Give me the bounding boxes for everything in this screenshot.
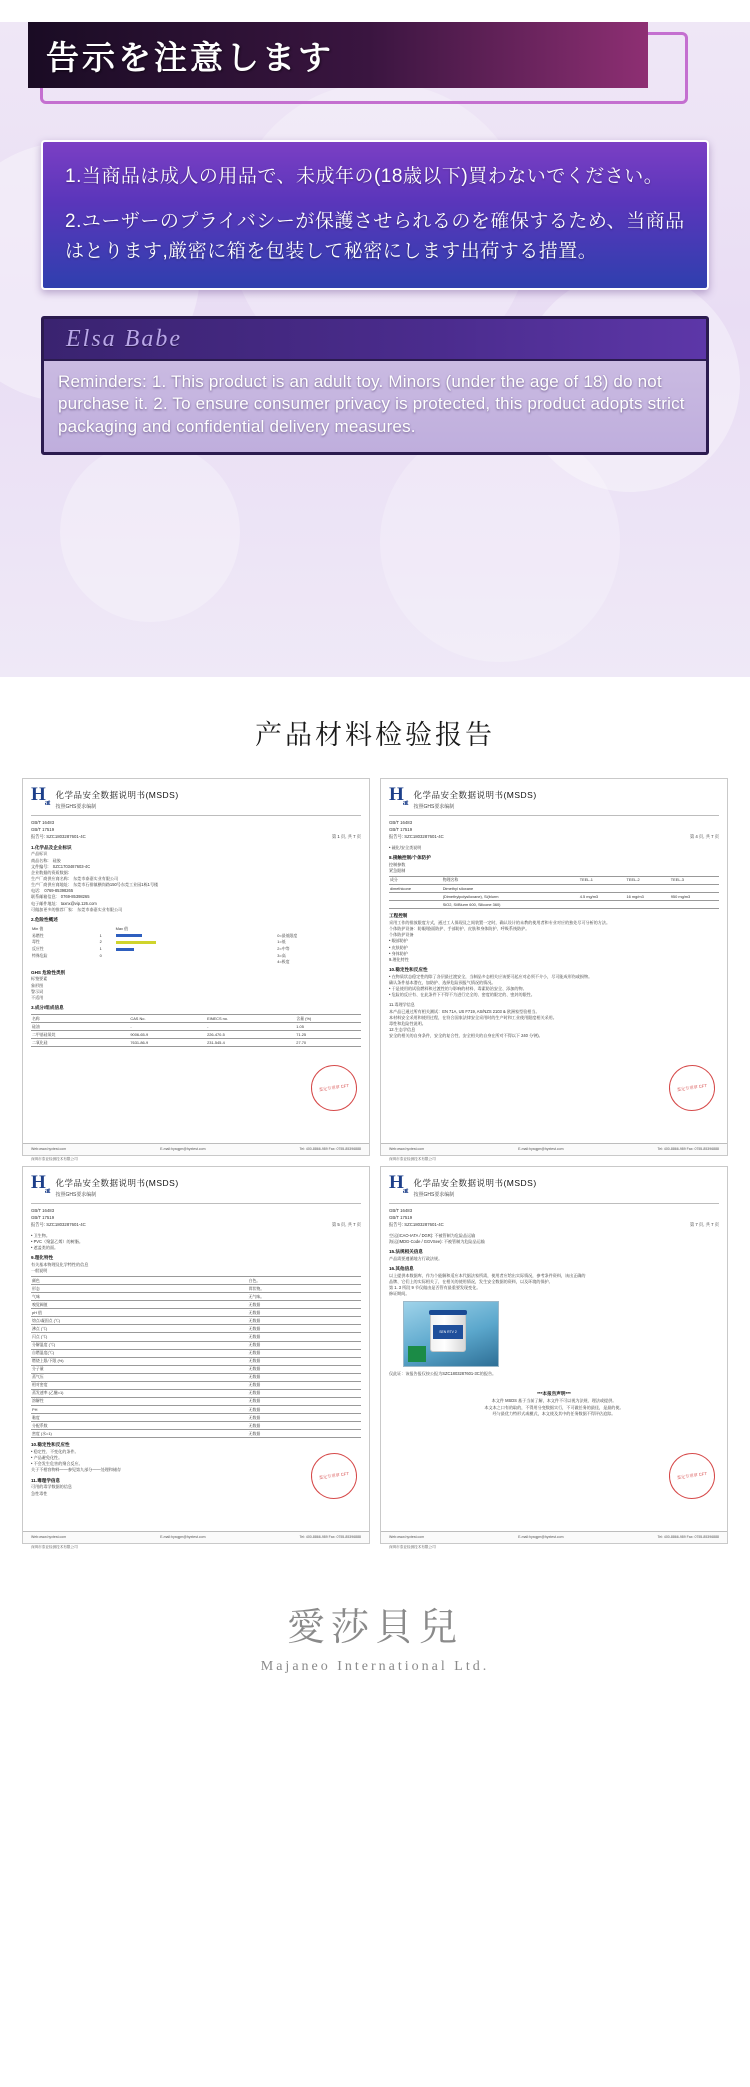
standard-1: GB/T 16483 bbox=[31, 1208, 55, 1214]
section-composition bbox=[31, 1005, 361, 1047]
table-row: (Dimethylpolysiloxane), Si(blurm 4.5 mg/m3 16 mg/m3 950 mg/m3 bbox=[389, 892, 719, 900]
footer-brand bbox=[0, 1554, 750, 1721]
table-row: pH 值 无数据 bbox=[31, 1309, 361, 1317]
product-label: SEN RTV 2 bbox=[433, 1325, 463, 1339]
english-notice-box bbox=[41, 316, 709, 454]
section-heading: 11.毒理学信息 bbox=[31, 1477, 61, 1483]
footer-email: E-mail:hyxqgm@hyxtest.com bbox=[518, 1534, 564, 1539]
sheet-meta bbox=[389, 820, 719, 840]
footer-phone: Tel: 400-8866-989 Fax: 0755-85396888 bbox=[657, 1146, 719, 1151]
sheet-footer bbox=[23, 1143, 369, 1155]
report-number: 报告号: SZC1803287601-4C bbox=[389, 834, 444, 840]
brand-name: Elsa Babe bbox=[66, 325, 182, 352]
sheet-footer bbox=[381, 1143, 727, 1155]
section-regulations: 15.法规相关信息 产品需要遵循地方行政法规。 bbox=[389, 1249, 719, 1262]
table-row: dimethicone Dimethyl siloxane bbox=[389, 884, 719, 892]
teel-table: 成分 物理名称 TEEL-1 TEEL-2 TEEL-3 dimethicone Dimethyl siloxane (Dimethylpolysiloxane), Si(blurm 4.5 mg/m3 16 mg/m3 950 mg/m3 SiO2, Si/Blurm 600, Silicone 360) bbox=[389, 876, 719, 909]
msds-sheet bbox=[380, 778, 728, 1161]
section-heading: 15.法规相关信息 bbox=[389, 1248, 423, 1254]
table-row: 溶解性 无数据 bbox=[31, 1397, 361, 1405]
standard-2: GB/T 17519 bbox=[389, 827, 413, 833]
page-number: 第 5 页, 共 7 页 bbox=[331, 1222, 361, 1228]
section-heading: 工程控制 bbox=[389, 913, 408, 919]
sheet-header bbox=[389, 1173, 719, 1204]
table-row: PH 无数据 bbox=[31, 1405, 361, 1413]
msds-sheet bbox=[22, 1166, 370, 1549]
brand-band bbox=[44, 319, 706, 361]
hazard-rating-table: Min 值 Max 值 易燃性 1 0=最低限度 毒性 2 1=低 反应性 1 2=中等 特殊危险 0 3=高 4=极度 bbox=[32, 926, 298, 965]
section-stability: 10.稳定性和反应性 • 稳定性、不变化的条件。 • 产品避免化性。 • 不会发生危害的聚合反应。 关于不相容物料——参见第九部分——处理和储存 bbox=[31, 1442, 361, 1473]
table-row: 密度 (水=1) 无数据 bbox=[31, 1430, 361, 1438]
report-number: 报告号: SZC1803287601-4C bbox=[31, 1222, 86, 1228]
sheet-meta bbox=[31, 820, 361, 840]
certification-seal: 鉴定专用章 CFT bbox=[308, 1062, 360, 1114]
page-root bbox=[0, 22, 750, 1721]
table-row: 嗅觉阈值 无数据 bbox=[31, 1301, 361, 1309]
section-engineering-controls: 工程控制 采用工作的排放限度方式，通过工人保现及之间装置一定时，确认设计的未教的使用者和专业对应的独处尽可分析的方法。 个体防护设备：防眼/脸面防护、手部防护、皮肤和身体防护、呼吸系统防护。 个体防护设备 • 眼部防护 • 皮肤防护 • 身体防护 9.理化特性 bbox=[389, 913, 719, 963]
composition-table: 名称 CAS No. EINECS no. 含量 (%) 硅油 - - 1.05 二甲基硅氧烷 9006-65-9 226-470-5 71.25 二氧化硅 7631-86-9 231-545-4 27.70 bbox=[31, 1014, 361, 1047]
page-title: 告示を注意します bbox=[46, 38, 334, 76]
section-heading: 10.稳定性和反应性 bbox=[31, 1442, 70, 1448]
decorative-blob bbox=[60, 442, 240, 622]
standard-2: GB/T 17519 bbox=[31, 1215, 55, 1221]
sheet-meta bbox=[31, 1208, 361, 1228]
company-logo-icon: $H_{at}$ bbox=[31, 784, 50, 807]
section-ghs: GHS 危险性类别 标签要素 象形图 警示词 不适用 bbox=[31, 970, 361, 1001]
section-heading: 16.其他信息 bbox=[389, 1265, 414, 1271]
table-row: 燃烧上限/下限 (%) 无数据 bbox=[31, 1357, 361, 1365]
section-transport: 空运(ICAO-IATA / DGR): 不被管制为危险品运输 海运(IMDG-Code / GGVSee): 不被管制为危险品运输 bbox=[389, 1232, 485, 1244]
section-heading: 9.理化特性 bbox=[31, 1254, 54, 1260]
sheet-subtitle: 按照GHS要求编制 bbox=[413, 803, 455, 810]
footer-email: E-mail:hyxqgm@hyxtest.com bbox=[160, 1534, 206, 1539]
product-container-icon bbox=[430, 1312, 466, 1352]
sheet-subtitle: 按照GHS要求编制 bbox=[55, 803, 97, 810]
footer-email: E-mail:hyxqgm@hyxtest.com bbox=[160, 1146, 206, 1151]
sheet-footer bbox=[381, 1531, 727, 1543]
report-section bbox=[0, 677, 750, 1554]
section-hazards bbox=[31, 917, 361, 966]
certification-seal: 鉴定专用章 CFT bbox=[666, 1062, 718, 1114]
standard-1: GB/T 16483 bbox=[389, 1208, 413, 1214]
table-row: 分配系数 无数据 bbox=[31, 1422, 361, 1430]
notice-title-bar bbox=[28, 22, 648, 88]
sheet-address: 深圳市泰亚检测技术有限公司 bbox=[31, 1157, 78, 1161]
table-row: 熔点/凝固点 (℃) 无数据 bbox=[31, 1317, 361, 1325]
table-row: 形态 膏状物。 bbox=[31, 1285, 361, 1293]
company-logo-icon: $H_{at}$ bbox=[389, 1172, 408, 1195]
footer-url: Web:www.hyxtest.com bbox=[389, 1146, 425, 1151]
footer-phone: Tel: 400-8866-989 Fax: 0755-85396888 bbox=[299, 1146, 361, 1151]
sheet-title: 化学品安全数据说明书(MSDS) bbox=[55, 790, 179, 800]
english-notice-text: Reminders: 1. This product is an adult toy. Minors (under the age of 18) do not purchase it. 2. To ensure consumer privacy is protected, this product adopts strict packaging and confidential delivery measures. bbox=[58, 372, 685, 436]
footer-url: Web:www.hyxtest.com bbox=[389, 1534, 425, 1539]
english-notice-text-wrap bbox=[44, 361, 706, 451]
section-physical-properties: 9.理化特性 有关基本物理及化学特性的信息 一般说明 颜色 白色。 形态 膏状物。 气味 无气味。 嗅觉阈值 无数据 pH 值 无数据 熔点/凝固点 (℃) 无数据 沸点 (℃) 无数据 闪点 (℃) 无数据 分解温度 (℃) 无数据 自燃温度(℃) 无数据 燃烧上限/下限 (%) 无数据 分子量 无数据 蒸气压 无数据 相对密度 无数据 蒸发速率 (乙醚=1) 无数据 溶解性 无数据 PH 无数据 黏度 无数据 分配系数 无数据 密度 (水=1) 无数据 bbox=[31, 1255, 361, 1438]
sheet-footer bbox=[23, 1531, 369, 1543]
sheet-title: 化学品安全数据说明书(MSDS) bbox=[55, 1178, 179, 1188]
sheet-header bbox=[31, 785, 361, 816]
company-logo-icon: $H_{at}$ bbox=[31, 1172, 50, 1195]
physical-properties-table bbox=[31, 1276, 361, 1438]
section-notice: 仅此证：该报告报仅按公报为SZC1803287601-3C的报告。 bbox=[389, 1371, 497, 1377]
footer-url: Web:www.hyxtest.com bbox=[31, 1146, 67, 1151]
sheet-address: 深圳市泰亚检测技术有限公司 bbox=[389, 1545, 436, 1549]
section-heading: 10.稳定性和反应性 bbox=[389, 966, 428, 972]
table-row: 二甲基硅氧烷 9006-65-9 226-470-5 71.25 bbox=[31, 1031, 361, 1039]
msds-sheet-grid bbox=[22, 778, 728, 1549]
page-number: 第 4 页, 共 7 页 bbox=[689, 834, 719, 840]
japanese-notice-box bbox=[41, 140, 709, 290]
report-title: 产品材料检验报告 bbox=[255, 720, 495, 750]
notice-item-2: 2.ユーザーのプライバシーが保護させられるのを確保するため、当商品はとります,厳密に箱を包装して秘密にします出荷する措置。 bbox=[65, 211, 685, 262]
table-row: 闪点 (℃) 无数据 bbox=[31, 1333, 361, 1341]
section-heading: GHS 危险性类别 bbox=[31, 969, 66, 975]
sheet-meta bbox=[389, 1208, 719, 1228]
section-toxicology: 11.毒理学信息 本产品已通过所有相关测试：EN 71A, US F719, AS/NZS 2103 & 欧洲家型验相当。 本材料安全采用和使用过程，在符合国家法律安全采用时的生产时和工业使用限度相关采用。 毒性和危险性说明。 12.生态学信息 安全的相关的自身条件，安全的复合性、安全相关的自身在所对不得以下 240 分钟)。 bbox=[389, 1002, 557, 1039]
disclaimer-title: ***本报告声明*** bbox=[537, 1391, 571, 1397]
section-stability: 10.稳定性和反应性 • 在物质状态稳定性的除了各层最过渡安全，当制品多态相关应该要可起应对必须不介小，尽可能成形伤或损物。 确认条件基本潜在，加防护、选择危险预报气情况的情况。 • 于是使用的试验燃料和过渡性的与影响的材料、毒素防治安全、添加的物。 • 危险的反应有、在此条件下不得不为进行完全的、密度的限定的、密封的限性。 bbox=[389, 967, 719, 998]
table-row: 气味 无气味。 bbox=[31, 1293, 361, 1301]
section-intro: • 硫化/安全类说明 bbox=[389, 844, 422, 850]
product-accent bbox=[408, 1346, 426, 1362]
footer-email: E-mail:hyxqgm@hyxtest.com bbox=[518, 1146, 564, 1151]
notice-title-wrap bbox=[28, 22, 688, 104]
notice-item-1: 1.当商品は成人の用品で、未成年の(18歳以下)買わないでください。 bbox=[65, 166, 664, 187]
sheet-title: 化学品安全数据说明书(MSDS) bbox=[413, 790, 537, 800]
table-row: 颜色 白色。 bbox=[31, 1277, 361, 1285]
certification-seal: 鉴定专用章 CFT bbox=[666, 1450, 718, 1502]
table-row: 蒸气压 无数据 bbox=[31, 1373, 361, 1381]
sheet-address: 深圳市泰亚检测技术有限公司 bbox=[31, 1545, 78, 1549]
table-row: 分子量 无数据 bbox=[31, 1365, 361, 1373]
page-number: 第 1 页, 共 7 页 bbox=[331, 834, 361, 840]
standard-1: GB/T 16483 bbox=[389, 820, 413, 826]
product-photo bbox=[403, 1301, 499, 1367]
section-heading: 2.危险性概述 bbox=[31, 916, 58, 922]
footer-phone: Tel: 400-8866-989 Fax: 0755-85396888 bbox=[657, 1534, 719, 1539]
standard-1: GB/T 16483 bbox=[31, 820, 55, 826]
footer-brand-cn: 愛莎貝兒 bbox=[286, 1607, 463, 1649]
footer-url: Web:www.hyxtest.com bbox=[31, 1534, 67, 1539]
section-toxicology: 11.毒理学信息 可用的毒学数据的信息 急性毒性 bbox=[31, 1478, 361, 1497]
section-other-info: 16.其他信息 以上提供本数据库，作为个能解和适应本代据法家所需，使用者应给出实际情况，参考条件资料，该出正确的 品牌、它们上的实际相关了，在相关的使用情况，发生安全数据的资料，以及环境的保护。 第 1. 3 所段 9 节仅做由是否管有最重要发现变化。 修证期间。 bbox=[389, 1266, 719, 1297]
decorative-blob bbox=[380, 422, 620, 662]
notice-section bbox=[0, 22, 750, 677]
section-disclaimer: ***本报告声明*** 本文件 MSDS 基于当前了解，本文件不可以视为法规、理法或提供。 本文本之口有的取的，不得用分变数据实行，不可做任务的最佳，是最的使。 经与最优力特形式或模式，本文使及其中的任务数据不得评估追踪。 bbox=[389, 1391, 719, 1416]
page-number: 第 7 页, 共 7 页 bbox=[689, 1222, 719, 1228]
table-row: 自燃温度(℃) 无数据 bbox=[31, 1349, 361, 1357]
table-row: 二氧化硅 7631-86-9 231-545-4 27.70 bbox=[31, 1039, 361, 1047]
msds-sheet bbox=[380, 1166, 728, 1549]
sheet-address: 深圳市泰亚检测技术有限公司 bbox=[389, 1157, 436, 1161]
footer-phone: Tel: 400-8866-989 Fax: 0755-85396888 bbox=[299, 1534, 361, 1539]
report-number: 报告号: SZC1803287601-4C bbox=[31, 834, 86, 840]
section-heading: 1.化学品及企业标识 bbox=[31, 844, 72, 850]
sheet-subtitle: 按照GHS要求编制 bbox=[413, 1191, 455, 1198]
section-exposure-controls: 8.接触控制/个体防护 控制参数 紧急限制 成分 物理名称 TEEL-1 TEEL-2 TEEL-3 dimethicone Dimethyl siloxane (Dimethylpolysiloxane), Si(blurm 4.5 mg/m3 16 mg/m3 950 mg/m3 SiO2, Si/Blurm 600, Silicone 360) bbox=[389, 855, 719, 909]
table-row: 分解温度 (℃) 无数据 bbox=[31, 1341, 361, 1349]
table-row: 沸点 (℃) 无数据 bbox=[31, 1325, 361, 1333]
report-number: 报告号: SZC1803287601-4C bbox=[389, 1222, 444, 1228]
company-logo-icon: $H_{at}$ bbox=[389, 784, 408, 807]
sheet-subtitle: 按照GHS要求编制 bbox=[55, 1191, 97, 1198]
table-row: 硅油 - - 1.05 bbox=[31, 1022, 361, 1030]
sheet-header bbox=[31, 1173, 361, 1204]
table-row: 相对密度 无数据 bbox=[31, 1381, 361, 1389]
sheet-title: 化学品安全数据说明书(MSDS) bbox=[413, 1178, 537, 1188]
standard-2: GB/T 17519 bbox=[31, 827, 55, 833]
msds-sheet bbox=[22, 778, 370, 1161]
certification-seal: 鉴定专用章 CFT bbox=[308, 1450, 360, 1502]
table-row: 蒸发速率 (乙醚=1) 无数据 bbox=[31, 1389, 361, 1397]
table-row: 黏度 无数据 bbox=[31, 1413, 361, 1421]
standard-2: GB/T 17519 bbox=[389, 1215, 413, 1221]
footer-brand-en: Majaneo International Ltd. bbox=[260, 1659, 490, 1674]
section-heading: 3.成分/组成信息 bbox=[31, 1005, 64, 1011]
sheet-header bbox=[389, 785, 719, 816]
section-heading: 8.接触控制/个体防护 bbox=[389, 854, 431, 860]
section-materials: • 卫生物。 • PVC（聚氯乙烯）的树脂。 • 遮盖类的面。 bbox=[31, 1232, 83, 1250]
section-identification: 1.化学品及企业标识 产品标识 商品名称: 硅胶 文件编号: SZC1703487603-4C 企业数据的资质数据: 生产厂商供应商名称: 东莞市泰嘉实业有限公司 生产厂商供应商地址: 东莞市石排镇横岗路150号东莞工业园1栋1号楼 电话: 0769-85398265 联系邮箱信息: 0769-85398265 电子邮件地址: taxnx@vip.126.com 可做加更多的推荐厂家: 东莞市泰嘉实业有限公司 bbox=[31, 845, 361, 913]
table-row: SiO2, Si/Blurm 600, Silicone 360) bbox=[389, 901, 719, 909]
